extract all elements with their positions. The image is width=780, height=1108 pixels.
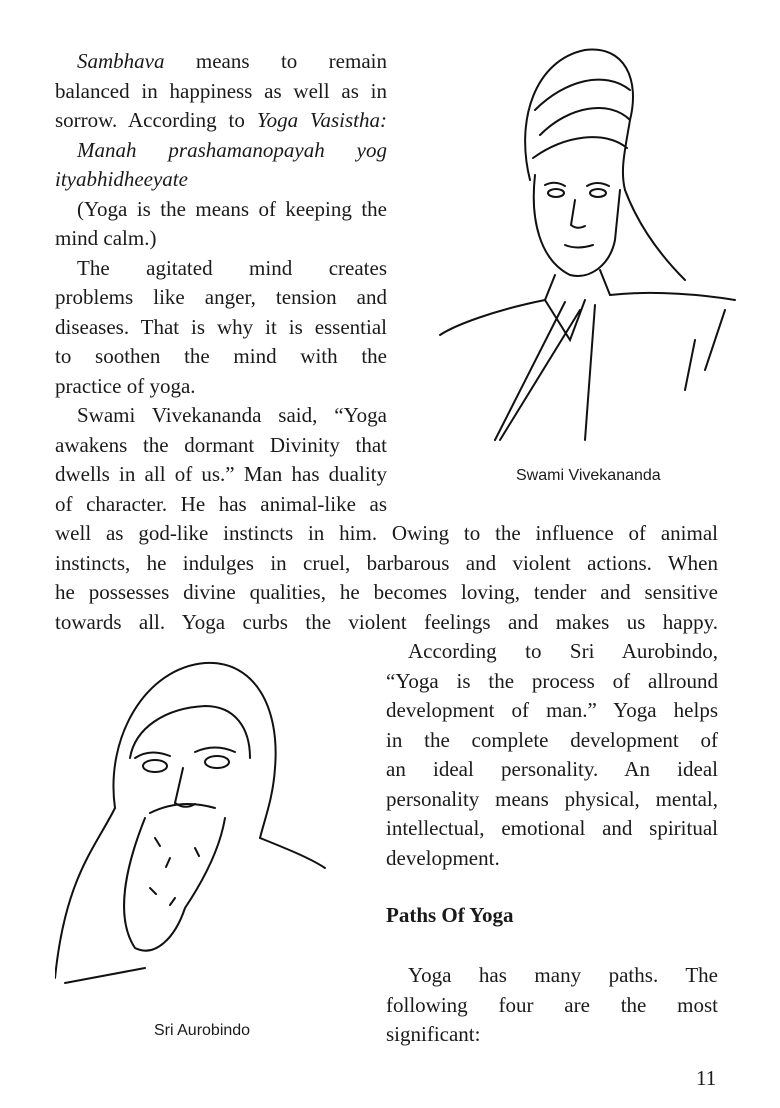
italic-text: Manah prashamanopayah yog bbox=[77, 137, 387, 162]
text-line bbox=[55, 372, 387, 402]
text-line bbox=[386, 991, 718, 1021]
italic-text: Sambhava bbox=[77, 49, 165, 73]
text-line bbox=[55, 224, 387, 254]
text: sorrow. According to bbox=[55, 108, 257, 132]
text-line bbox=[386, 637, 718, 667]
text: significant: bbox=[386, 1022, 481, 1046]
text: personality means physical, mental, bbox=[386, 786, 718, 811]
caption-vivekananda: Swami Vivekananda bbox=[516, 467, 661, 484]
text: of character. He has animal-like as bbox=[55, 491, 387, 516]
text-line bbox=[55, 77, 387, 107]
text: instincts, he indulges in cruel, barbarous and violent actions. When bbox=[55, 550, 718, 575]
text: an ideal personality. An ideal bbox=[386, 757, 718, 781]
text-line bbox=[55, 490, 387, 520]
italic-text: Yoga Vasistha: bbox=[256, 108, 387, 132]
text: to soothen the mind with the bbox=[55, 344, 387, 368]
text: Yoga has many paths. The bbox=[408, 963, 718, 987]
text-line bbox=[386, 844, 718, 874]
page-number: 11 bbox=[696, 1066, 717, 1090]
text: well as god-like instincts in him. Owing to the influence of animal bbox=[55, 521, 718, 545]
text: development. bbox=[386, 845, 500, 870]
text: problems like anger, tension and bbox=[55, 285, 387, 309]
text-line bbox=[55, 283, 387, 313]
italic-text: ityabhidheeyate bbox=[55, 167, 188, 191]
text-line bbox=[386, 755, 718, 785]
text: balanced in happiness as well as in bbox=[55, 78, 387, 103]
text-line bbox=[386, 696, 718, 726]
text-line bbox=[55, 254, 387, 284]
text-line bbox=[386, 726, 718, 756]
text: Swami Vivekananda said, “Yoga bbox=[77, 403, 387, 427]
text: practice of yoga. bbox=[55, 373, 196, 398]
text: awakens the dormant Divinity that bbox=[55, 432, 387, 457]
text: The agitated mind creates bbox=[77, 255, 387, 280]
caption-aurobindo: Sri Aurobindo bbox=[154, 1022, 251, 1039]
text: dwells in all of us.” Man has duality bbox=[55, 462, 387, 486]
text-line bbox=[386, 814, 718, 844]
text: he possesses divine qualities, he becomes loving, tender and sensitive bbox=[55, 580, 718, 604]
text-line bbox=[386, 961, 718, 991]
text-line bbox=[55, 519, 718, 549]
text-line bbox=[55, 578, 718, 608]
text-line bbox=[55, 47, 387, 77]
text-line bbox=[55, 195, 387, 225]
text-line bbox=[55, 106, 387, 136]
text-line bbox=[55, 165, 387, 195]
text-line bbox=[55, 608, 718, 638]
text-column-right-bottom bbox=[386, 961, 718, 1050]
text: means to remain bbox=[164, 49, 387, 73]
text-line bbox=[386, 1020, 718, 1050]
text: in the complete development of bbox=[386, 727, 718, 752]
text-line bbox=[55, 136, 387, 166]
vivekananda-illustration bbox=[435, 40, 740, 445]
text-line bbox=[386, 667, 718, 697]
text: following four are the most bbox=[386, 992, 718, 1017]
text: mind calm.) bbox=[55, 226, 157, 250]
text-line bbox=[55, 460, 387, 490]
text: (Yoga is the means of keeping the bbox=[77, 196, 387, 221]
text: intellectual, emotional and spiritual bbox=[386, 816, 718, 840]
text-column-right bbox=[386, 637, 718, 873]
text-column-top-left bbox=[55, 47, 387, 519]
text: “Yoga is the process of allround bbox=[386, 668, 718, 693]
text-line bbox=[386, 785, 718, 815]
text-line bbox=[55, 342, 387, 372]
aurobindo-illustration bbox=[55, 648, 330, 993]
text: According to Sri Aurobindo, bbox=[408, 639, 718, 663]
text-line bbox=[55, 313, 387, 343]
text-line bbox=[55, 401, 387, 431]
section-heading: Paths Of Yoga bbox=[386, 903, 514, 927]
text-full-width bbox=[55, 519, 718, 637]
text: towards all. Yoga curbs the violent feelings and makes us happy. bbox=[55, 609, 718, 634]
text-line bbox=[55, 549, 718, 579]
text-line bbox=[55, 431, 387, 461]
text: development of man.” Yoga helps bbox=[386, 698, 718, 722]
text: diseases. That is why it is essential bbox=[55, 314, 387, 339]
